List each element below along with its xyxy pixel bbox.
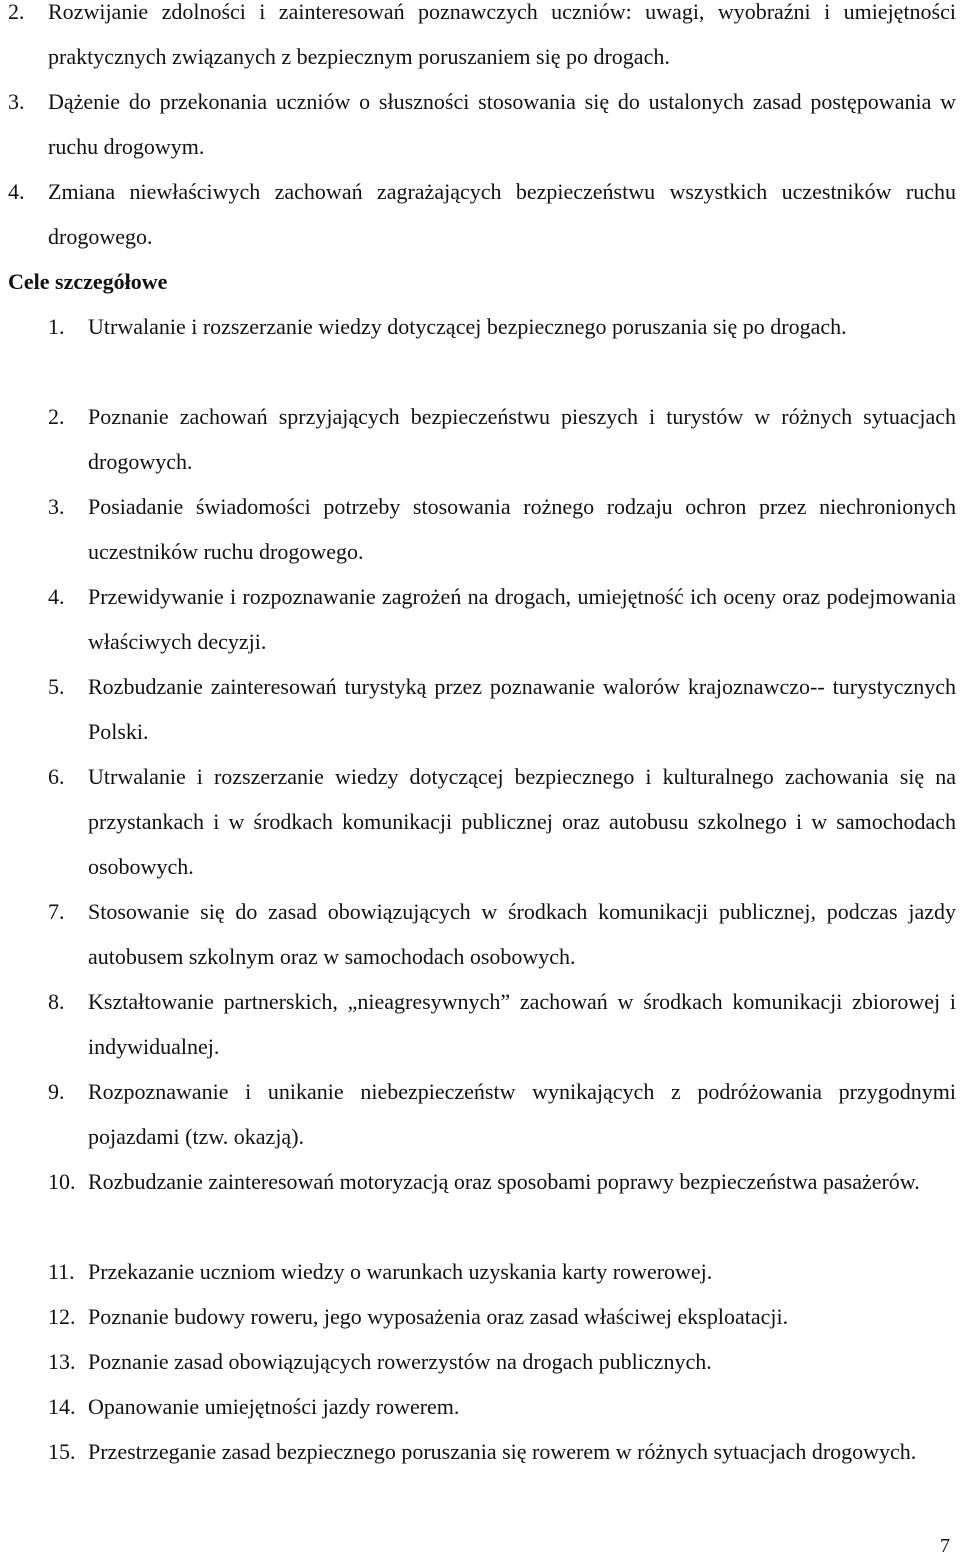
item-number: 6. [48,764,65,789]
item-number: 3. [8,89,25,114]
list-item [48,1069,956,1159]
list-item [48,304,956,349]
item-text: Stosowanie się do zasad obowiązujących w środkach komunikacji publicznej, podczas jazdy autobusem szkolnym oraz w samochodach osobowych. [88,899,956,969]
section-heading: Cele szczegółowe [8,269,168,294]
item-number: 15. [48,1439,76,1464]
item-text: Poznanie zasad obowiązujących rowerzystów na drogach publicznych. [88,1349,712,1374]
item-text: Przestrzeganie zasad bezpiecznego poruszania się rowerem w różnych sytuacjach drogowych. [88,1439,917,1464]
item-text: Utrwalanie i rozszerzanie wiedzy dotyczącej bezpiecznego i kulturalnego zachowania się na przystankach i w środkach komunikacji publicznej oraz autobusu szkolnego i w samochodach osobowych. [88,764,956,879]
item-number: 13. [48,1349,76,1374]
item-text: Dążenie do przekonania uczniów o słuszności stosowania się do ustalonych zasad postępowania w ruchu drogowym. [48,89,956,159]
list-item [48,394,956,484]
item-number: 4. [48,584,65,609]
item-text: Posiadanie świadomości potrzeby stosowania rożnego rodzaju ochron przez niechronionych uczestników ruchu drogowego. [88,494,956,564]
item-number: 2. [8,0,25,24]
item-number: 12. [48,1304,76,1329]
item-text: Rozbudzanie zainteresowań turystyką przez poznawanie walorów krajoznawczo-- turystycznych Polski. [88,674,956,744]
item-number: 1. [48,314,65,339]
item-text: Poznanie zachowań sprzyjających bezpieczeństwu pieszych i turystów w różnych sytuacjach drogowych. [88,404,956,474]
list-item [48,1294,956,1339]
list-item [48,664,956,754]
list-item [48,889,956,979]
item-number: 9. [48,1079,65,1104]
list-item [48,1159,956,1204]
page-number: 7 [940,1535,950,1557]
list-item [48,979,956,1069]
list-item [8,79,956,169]
item-number: 3. [48,494,65,519]
list-item [48,574,956,664]
item-number: 2. [48,404,65,429]
item-text: Zmiana niewłaściwych zachowań zagrażających bezpieczeństwu wszystkich uczestników ruchu drogowego. [48,179,956,249]
list-item [48,1339,956,1384]
list-item [8,169,956,259]
item-text: Opanowanie umiejętności jazdy rowerem. [88,1394,460,1419]
item-number: 11. [48,1259,75,1284]
item-text: Przekazanie uczniom wiedzy o warunkach uzyskania karty rowerowej. [88,1259,713,1284]
list-item [48,754,956,889]
item-text: Przewidywanie i rozpoznawanie zagrożeń na drogach, umiejętność ich oceny oraz podejmowania właściwych decyzji. [88,584,956,654]
list-item [48,1429,956,1474]
list-item [48,1249,956,1294]
item-number: 14. [48,1394,76,1419]
item-text: Rozbudzanie zainteresowań motoryzacją oraz sposobami poprawy bezpieczeństwa pasażerów. [88,1169,920,1194]
item-text: Poznanie budowy roweru, jego wyposażenia oraz zasad właściwej eksploatacji. [88,1304,789,1329]
item-number: 7. [48,899,65,924]
item-number: 4. [8,179,25,204]
list-item [48,484,956,574]
list-item [8,0,956,79]
item-text: Utrwalanie i rozszerzanie wiedzy dotyczącej bezpiecznego poruszania się po drogach. [88,314,847,339]
list-item [48,1384,956,1429]
item-number: 8. [48,989,65,1014]
item-number: 10. [48,1169,76,1194]
item-text: Kształtowanie partnerskich, „nieagresywnych” zachowań w środkach komunikacji zbiorowej i indywidualnej. [88,989,956,1059]
item-text: Rozpoznawanie i unikanie niebezpieczeństw wynikających z podróżowania przygodnymi pojazdami (tzw. okazją). [88,1079,956,1149]
item-text: Rozwijanie zdolności i zainteresowań poznawczych uczniów: uwagi, wyobraźni i umiejętności praktycznych związanych z bezpiecznym poruszaniem się po drogach. [48,0,956,69]
item-number: 5. [48,674,65,699]
